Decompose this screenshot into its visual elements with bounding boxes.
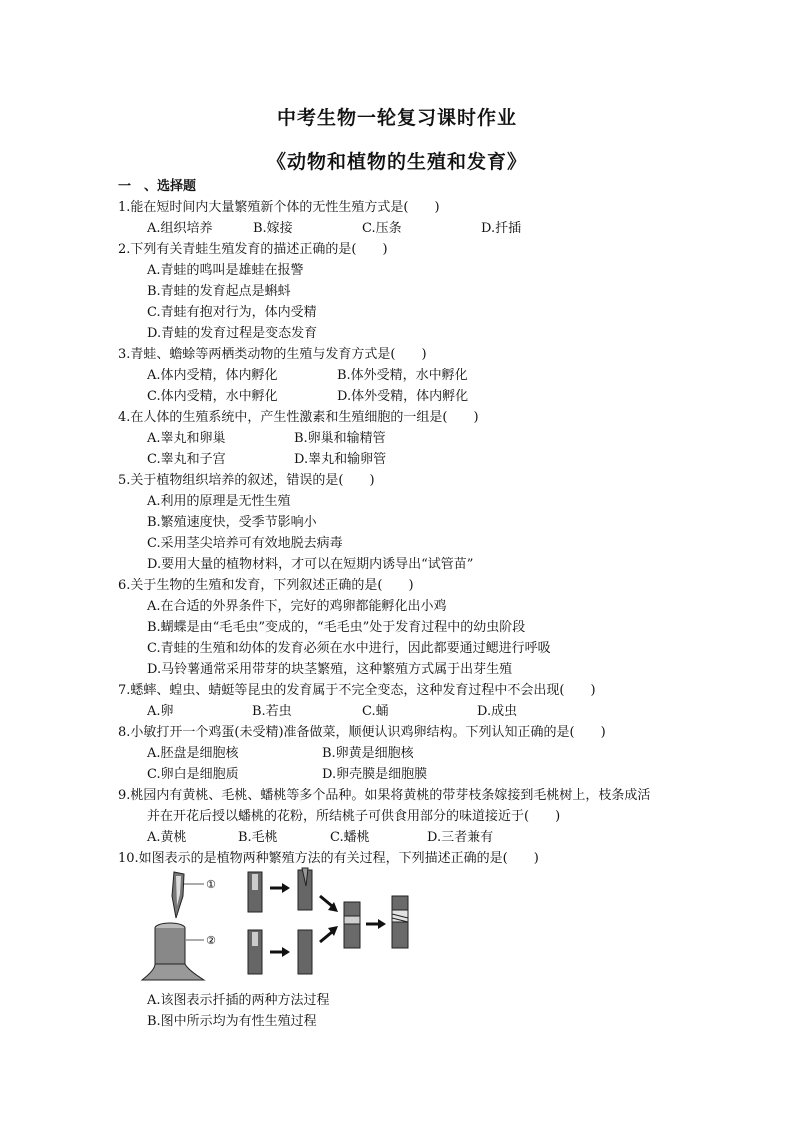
bottom-row-sequence — [248, 926, 338, 974]
question-9-option-c: C.蟠桃 — [330, 830, 370, 845]
question-1-option-a: A.组织培养 — [147, 221, 213, 236]
question-8-stem: 8.小敏打开一个鸡蛋(未受精)准备做菜，顺便认识鸡卵结构。下列认知正确的是( ) — [118, 725, 606, 740]
question-6-stem: 6.关于生物的生殖和发育，下列叙述正确的是( ) — [118, 578, 414, 593]
question-9-stem-continued: 并在开花后授以蟠桃的花粉，所结桃子可供食用部分的味道接近于( ) — [147, 809, 561, 824]
question-3-option-a: A.体内受精，体内孵化 — [147, 368, 278, 383]
question-3-option-d: D.体外受精，体内孵化 — [337, 389, 469, 404]
question-8-option-a: A.胚盘是细胞核 — [147, 746, 239, 761]
joined-graft — [344, 896, 408, 948]
question-5-stem: 5.关于植物组织培养的叙述，错误的是( ) — [118, 473, 375, 488]
question-2-option-a: A.青蛙的鸣叫是雄蛙在报警 — [147, 263, 304, 278]
question-2-option-c: C.青蛙有抱对行为，体内受精 — [147, 305, 317, 320]
question-9-option-d: D.三者兼有 — [427, 830, 494, 845]
question-4-option-c: C.睾丸和子宫 — [147, 452, 226, 467]
question-5-option-b: B.繁殖速度快，受季节影响小 — [147, 515, 317, 530]
question-7-option-d: D.成虫 — [477, 704, 518, 719]
question-9-option-a: A.黄桃 — [147, 830, 187, 845]
question-4-option-a: A.睾丸和卵巢 — [147, 431, 226, 446]
question-7-stem: 7.蟋蟀、蝗虫、蜻蜓等昆虫的发育属于不完全变态，这种发育过程中不会出现( ) — [118, 683, 596, 698]
question-8-option-d: D.卵壳膜是细胞膜 — [322, 767, 428, 782]
question-5-option-a: A.利用的原理是无性生殖 — [147, 494, 291, 509]
question-10-stem: 10.如图表示的是植物两种繁殖方法的有关过程，下列描述正确的是( ) — [118, 851, 539, 866]
question-6-option-a: A.在合适的外界条件下，完好的鸡卵都能孵化出小鸡 — [147, 599, 447, 614]
question-1-option-c: C.压条 — [362, 221, 402, 236]
question-4-option-d: D.睾丸和输卵管 — [294, 452, 387, 467]
question-2-option-b: B.青蛙的发育起点是蝌蚪 — [147, 284, 291, 299]
question-1-option-b: B.嫁接 — [253, 221, 293, 236]
figure-label-2: ② — [206, 934, 216, 947]
question-1-stem: 1.能在短时间内大量繁殖新个体的无性生殖方式是( ) — [118, 200, 440, 215]
question-6-option-c: C.青蛙的生殖和幼体的发育必须在水中进行，因此都要通过鳃进行呼吸 — [147, 641, 551, 656]
question-1-option-d: D.扦插 — [481, 221, 522, 236]
question-7-option-a: A.卵 — [147, 704, 174, 719]
page-title: 中考生物一轮复习课时作业 — [276, 107, 517, 129]
section-heading: 一 、选择题 — [118, 179, 197, 194]
question-3-stem: 3.青蛙、蟾蜍等两栖类动物的生殖与发育方式是( ) — [118, 347, 427, 362]
question-5-option-d: D.要用大量的植物材料，才可以在短期内诱导出“试管苗” — [147, 557, 474, 572]
question-7-option-b: B.若虫 — [252, 704, 292, 719]
top-row-sequence — [248, 868, 338, 912]
question-5-option-c: C.采用茎尖培养可有效地脱去病毒 — [147, 536, 343, 551]
question-8-option-c: C.卵白是细胞质 — [147, 767, 239, 782]
question-8-option-b: B.卵黄是细胞核 — [322, 746, 414, 761]
question-6-option-d: D.马铃薯通常采用带芽的块茎繁殖，这种繁殖方式属于出芽生殖 — [147, 662, 513, 677]
page-subtitle: 《动物和植物的生殖和发育》 — [266, 151, 527, 173]
question-4-stem: 4.在人体的生殖系统中，产生性激素和生殖细胞的一组是( ) — [118, 410, 479, 425]
question-3-option-b: B.体外受精，水中孵化 — [337, 368, 468, 383]
scion-drawing — [172, 872, 204, 918]
question-10-option-b: B.图中所示均为有性生殖过程 — [147, 1014, 317, 1029]
question-2-option-d: D.青蛙的发育过程是变态发育 — [147, 326, 318, 341]
question-9-stem: 9.桃园内有黄桃、毛桃、蟠桃等多个品种。如果将黄桃的带芽枝条嫁接到毛桃树上，枝条成活 — [118, 788, 651, 803]
question-4-option-b: B.卵巢和输精管 — [294, 431, 386, 446]
question-9-option-b: B.毛桃 — [238, 830, 278, 845]
figure-label-1: ① — [206, 878, 216, 891]
question-7-option-c: C.蛹 — [362, 704, 389, 719]
question-2-stem: 2.下列有关青蛙生殖发育的描述正确的是( ) — [118, 242, 388, 257]
stump-drawing — [142, 923, 204, 980]
question-6-option-b: B.蝴蝶是由“毛毛虫”变成的，“毛毛虫”处于发育过程中的幼虫阶段 — [147, 620, 526, 635]
grafting-figure — [140, 866, 420, 984]
question-10-option-a: A.该图表示扦插的两种方法过程 — [147, 993, 330, 1008]
question-3-option-c: C.体内受精，水中孵化 — [147, 389, 278, 404]
